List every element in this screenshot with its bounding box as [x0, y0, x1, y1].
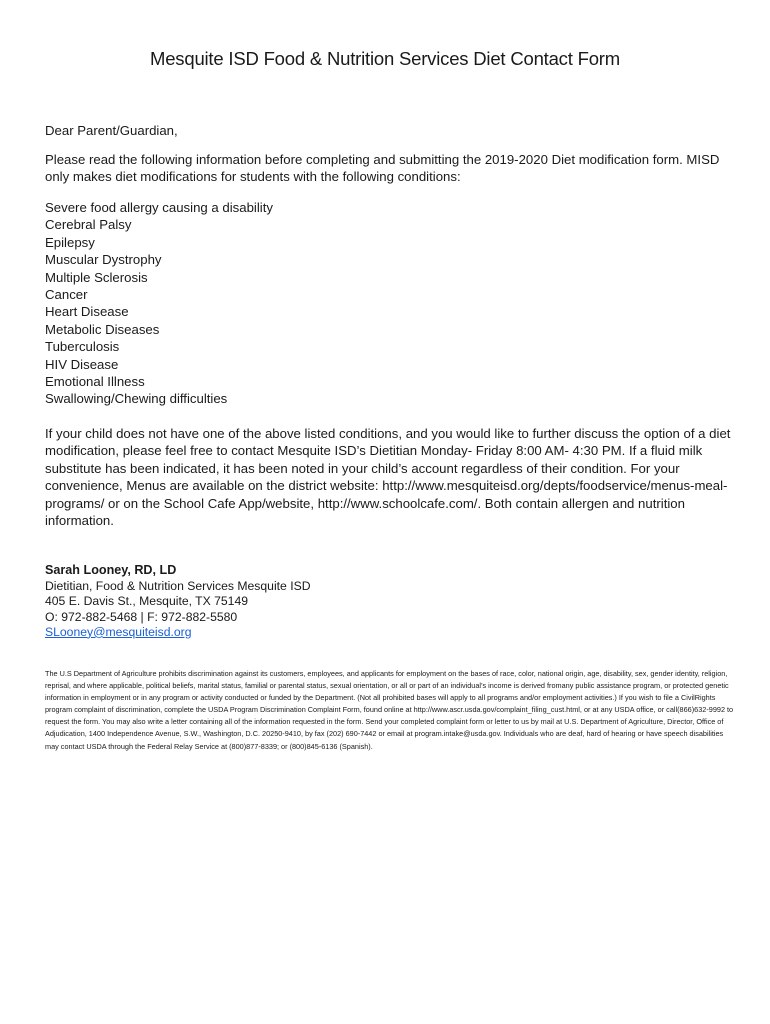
- list-item: HIV Disease: [45, 356, 119, 372]
- list-item: Severe food allergy causing a disability: [45, 200, 273, 215]
- contact-email-link[interactable]: SLooney@mesquiteisd.org: [45, 624, 192, 639]
- contact-role: Dietitian, Food & Nutrition Services Mesquite ISD: [45, 579, 311, 594]
- intro-paragraph: Please read the following information before completing and submitting the 2019-2020 Diet modification form. MISD only makes diet modifications for students with the following conditions:: [45, 152, 720, 185]
- contact-phones: O: 972-882-5468 | F: 972-882-5580: [45, 609, 238, 624]
- contact-name: Sarah Looney, RD, LD: [45, 563, 177, 577]
- contact-signature: [45, 563, 311, 640]
- list-item: Multiple Sclerosis: [45, 269, 148, 285]
- list-item: Muscular Dystrophy: [45, 252, 162, 268]
- list-item: Cancer: [45, 287, 88, 303]
- page-title: Mesquite ISD Food & Nutrition Services Diet Contact Form: [150, 48, 620, 69]
- list-item: Swallowing/Chewing difficulties: [45, 391, 228, 407]
- contact-address: 405 E. Davis St., Mesquite, TX 75149: [45, 594, 249, 609]
- list-item: Heart Disease: [45, 304, 129, 320]
- closing-paragraph: If your child does not have one of the above listed conditions, and you would like to further discuss the option of a diet modification, please feel free to contact Mesquite ISD’s Dietitian Monday- Friday 8:00 AM- 4:30 PM. If a fluid milk substitute has been indicated, it has been noted in your child’s account regardless of their condition. For your convenience, Menus are available on the district website: http://www.mesquiteisd.org/depts/foodservice/menus-meal-programs/ or on the School Cafe App/website, http://www.schoolcafe.com/. Both contain allergen and nutrition information.: [45, 426, 731, 529]
- list-item: Tuberculosis: [45, 339, 120, 355]
- list-item: Emotional Illness: [45, 374, 145, 390]
- list-item: Epilepsy: [45, 234, 95, 250]
- list-item: Cerebral Palsy: [45, 217, 132, 233]
- usda-disclaimer: The U.S Department of Agriculture prohibits discrimination against its customers, employees, and applicants for employment on the bases of race, color, national origin, age, disability, sex, gender identity, religion, reprisal, and where applicable, political beliefs, marital status, familial or parental status, sexual orientation, or all or part of an individual’s income is derived fromany public assistance program, or protected genetic information in employment or in any program or activity conducted or funded by the Department. (Not all prohibited bases will apply to all programs and/or employment activities.) If you wish to file a CivilRights program complaint of discrimination, complete the USDA Program Discrimination Complaint Form, found online at http://www.ascr.usda.gov/complaint_filing_cust.html, or at any USDA office, or call(866)632-9992 to request the form. You may also write a letter containing all of the information requested in the form. Send your completed complaint form or letter to us by mail at U.S. Department of Agriculture, Director, Office of Adjudication, 1400 Independence Avenue, S.W., Washington, D.C. 20250-9410, by fax (202) 690-7442 or email at program.intake@usda.gov. Individuals who are deaf, hard of hearing or have speech disabilities may contact USDA through the Federal Relay Service at (800)877-8339; or (800)845-6136 (Spanish).: [45, 669, 734, 751]
- greeting: Dear Parent/Guardian,: [45, 123, 178, 138]
- conditions-list: [45, 199, 273, 408]
- list-item: Metabolic Diseases: [45, 321, 160, 337]
